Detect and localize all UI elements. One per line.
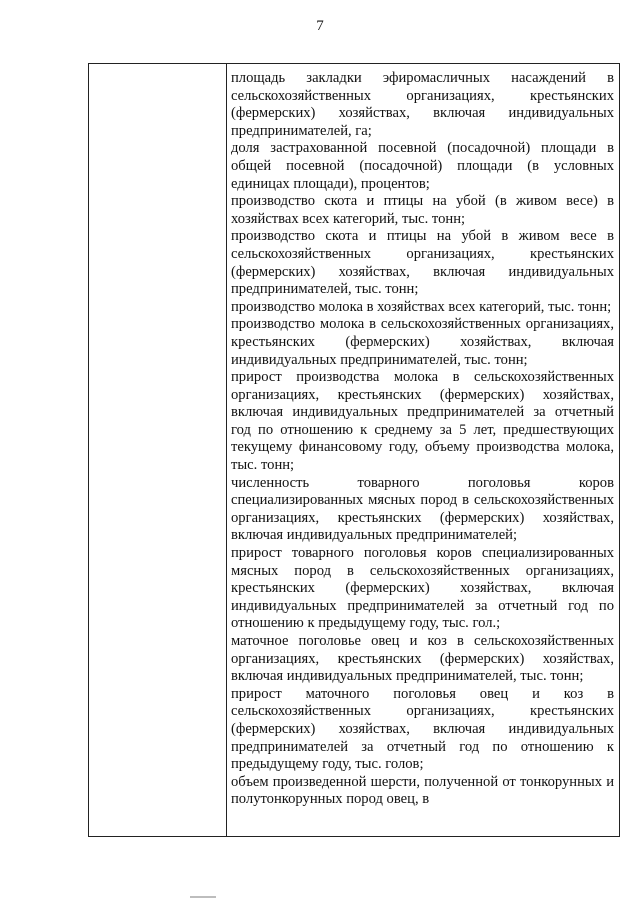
indicator-item: прирост товарного поголовья коров специализированных мясных пород в сельскохозяйственных организациях, крестьянских (фермерских) хозяйствах, включая индивидуальных предпринимателей за отчетный год по отношению к предыдущему году, тыс. гол.;: [231, 545, 614, 632]
indicator-item: производство молока в хозяйствах всех категорий, тыс. тонн;: [231, 298, 612, 315]
indicator-item: прирост производства молока в сельскохозяйственных организациях, крестьянских (фермерских) хозяйствах, включая индивидуальных предпринимателей за отчетный год по отношению к среднему за 5 лет, предшествующих текущему финансовому году, объему производства молока, тыс. тонн;: [231, 369, 614, 474]
indicator-item: прирост маточного поголовья овец и коз в сельскохозяйственных организациях, крестьянских (фермерских) хозяйствах, включая индивидуальных предпринимателей за отчетный год по отношению к предыдущему году, тыс. голов;: [231, 685, 614, 773]
table-left-cell: [89, 64, 227, 836]
indicator-item: производство скота и птицы на убой (в живом весе) в хозяйствах всех категорий, тыс. тонн;: [231, 193, 614, 227]
indicator-item: объем произведенной шерсти, полученной от тонкорунных и полутонкорунных пород овец, в: [231, 773, 614, 808]
indicator-item: производство молока в сельскохозяйственных организациях, крестьянских (фермерских) хозяйствах, включая индивидуальных предпринимателей, тыс. тонн;: [231, 316, 614, 368]
page-number: 7: [316, 18, 324, 34]
indicator-item: доля застрахованной посевной (посадочной) площади в общей посевной (посадочной) площади (в условных единицах площади), процентов;: [231, 140, 614, 192]
indicators-table: [88, 63, 620, 837]
table-right-cell: [227, 64, 619, 836]
indicator-item: численность товарного поголовья коров специализированных мясных пород в сельскохозяйственных организациях, крестьянских (фермерских) хозяйствах, включая индивидуальных предпринимателей;: [231, 474, 614, 544]
indicator-item: производство скота и птицы на убой в живом весе в сельскохозяйственных организациях, крестьянских (фермерских) хозяйствах, включая индивидуальных предпринимателей, тыс. тонн;: [231, 228, 614, 298]
indicator-item: площадь закладки эфиромасличных насаждений в сельскохозяйственных организациях, крестьянских (фермерских) хозяйствах, включая индивидуальных предпринимателей, га;: [231, 70, 614, 139]
indicator-item: маточное поголовье овец и коз в сельскохозяйственных организациях, крестьянских (фермерских) хозяйствах, включая индивидуальных предпринимателей, тыс. тонн;: [231, 633, 614, 685]
scan-artifact-mark: [190, 896, 216, 898]
